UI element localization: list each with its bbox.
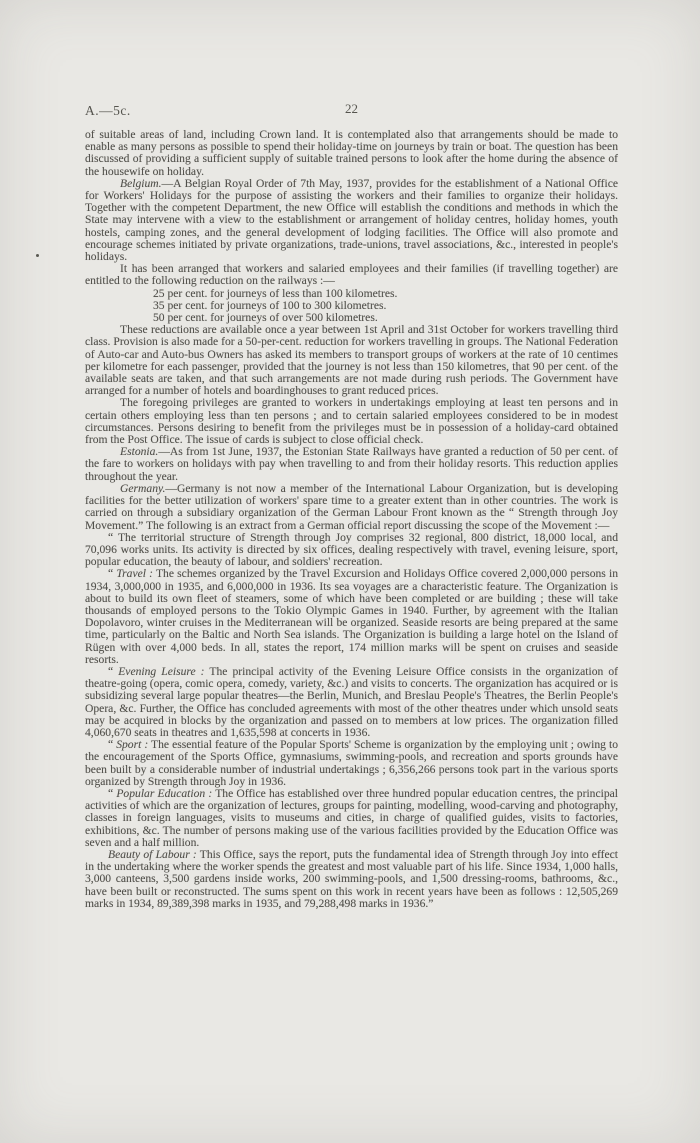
text-run: “ The territorial structure of Strength through Joy comprises 32 regional, 800 district, 18,000 local, and 70,096 works units. Its activity is directed by six offices, dealing respectively with travel, evening leisure, sport, popular education, the beauty of labour, and soldiers' recreation.: [85, 530, 618, 569]
report-code: A.—5c.: [85, 103, 131, 118]
list-item: 35 per cent. for journeys of 100 to 300 kilometres.: [153, 298, 387, 312]
text-run: —A Belgian Royal Order of 7th May, 1937, provides for the establishment of a National Office for Workers' Holidays for the purpose of assisting the workers and their families to organize their holidays. Together with the competent Department, the new Office will establish the conditions and methods in which the State may intervene with a view to the establishment or arrangement of holiday centres, holiday homes, youth hostels, camping zones, and the general development of lodging facilities. The Office will also promote and encourage schemes initiated by private organizations, trade-unions, travel associations, &c., interested in people's holidays.: [85, 176, 618, 264]
list-item: 50 per cent. for journeys of over 500 kilometres.: [153, 311, 378, 325]
paragraph: [85, 446, 618, 483]
italic-lead: Evening Leisure :: [118, 664, 205, 678]
text-run: —As from 1st June, 1937, the Estonian State Railways have granted a reduction of 50 per cent. of the fare to workers on holidays with pay when travelling to and from their holiday resorts. This reduction applies throughout the year.: [85, 445, 618, 483]
text-run: The Office has established over three hundred popular education centres, the principal activities of which are the organization of lectures, groups for painting, modelling, wood-carving and photography, classes in foreign languages, visits to museums and cities, in charge of qualified guides, visits to factories, exhibitions, &c. The number of persons making use of the various facilities provided by the Education Office was seven and a half million.: [85, 786, 618, 849]
quote-paragraph: [85, 568, 618, 666]
paragraph: [85, 483, 618, 532]
text-run: The schemes organized by the Travel Excursion and Holidays Office covered 2,000,000 persons in 1934, 3,000,000 in 1935, and 6,000,000 in 1936. Its sea voyages are a characteristic feature. The Organization is about to build its own fleet of steamers, some of which have been completed or are building ; these will take thousands of employed persons to the Tokio Olympic Games in 1940. Further, by agreement with the Italian Dopolavoro, winter cruises in the Mediterranean will be organized. Seaside resorts are being prepared at the same time, particularly on the Baltic and North Sea islands. The Organization is building a large hotel on the Island of Rügen with over 4,000 beds. In all, states the report, 174 million marks will be spent on cruises and seaside resorts.: [85, 567, 618, 666]
quote-paragraph: [85, 849, 618, 910]
text-run: “: [108, 567, 117, 581]
text-run: It has been arranged that workers and salaried employees and their families (if travelling together) are entitled to the following reduction on the railways :—: [85, 262, 618, 288]
text-run: of suitable areas of land, including Crown land. It is contemplated also that arrangements should be made to enable as many persons as possible to spend their holiday-time on journeys by train or boat. The question has been discussed of providing a sufficient supply of suitable trained persons to look after the home during the absence of the housewife on holiday.: [85, 128, 618, 178]
text-run: The principal activity of the Evening Leisure Office consists in the organization of theatre-going (opera, comic opera, comedy, variety, &c.) and visits to concerts. The organization has acquired or is subsidizing several large popular theatres—the Berlin, Munich, and Breslau People's Theatres, the Berlin People's Opera, &c. Further, the Office has concluded agreements with most of the other theatres under which unsold seats may be acquired in blocks by the organization and passed on to members at low prices. The organization filled 4,060,670 seats in theatres and 1,635,598 at concerts in 1936.: [85, 664, 619, 739]
reduction-list: [153, 288, 618, 325]
quote-paragraph: [85, 739, 618, 788]
paragraph: [85, 178, 618, 263]
report-body: [85, 129, 618, 910]
page-header: [85, 103, 618, 121]
text-run: —Germany is not now a member of the International Labour Organization, but is developing facilities for the better utilization of workers' spare time to a greater extent than in other countries. The work is carried on through a subsidiary organization of the German Labour Front known as the “ Strength through Joy Movement.” The following is an extract from a German official report discussing the scope of the Movement :—: [85, 481, 618, 532]
text-run: This Office, says the report, puts the fundamental idea of Strength through Joy into effect in the undertaking where the worker spends the greatest and most valuable part of his life. Since 1934, 1,000 halls, 3,000 canteens, 3,500 gardens inside works, 200 swimming-pools, and 1,500 dressing-rooms, bathrooms, &c., have been built or reconstructed. The sums spent on this work in recent years have been as follows : 12,505,269 marks in 1934, 89,389,398 marks in 1935, and 79,288,498 marks in 1936.”: [85, 847, 618, 910]
ink-speck: [36, 254, 39, 257]
italic-lead: Beauty of Labour :: [108, 847, 197, 861]
paragraph: [85, 397, 618, 446]
text-run: The essential feature of the Popular Sports' Scheme is organization by the employing unit ; owing to the encouragement of the Sports Office, gymnasiums, swimming-pools, and recreation and sports grounds have been built by a considerable number of industrial undertakings ; 6,356,266 persons took part in the various sports organized by Strength through Joy in 1936.: [85, 738, 619, 788]
page-number: 22: [345, 101, 358, 116]
italic-lead: Germany.: [120, 481, 166, 495]
quote-paragraph: [85, 532, 618, 569]
text-run: These reductions are available once a year between 1st April and 31st October for workers travelling third class. Provision is also made for a 50-per-cent. reduction for workers travelling in groups. The National Federation of Auto-car and Auto-bus Owners has asked its members to transport groups of workers at the rate of 10 centimes per kilometre for each passenger, provided that the journey is not less than 150 kilometres, that 90 per cent. of the available seats are taken, and that such arrangements are not made during rush periods. The Government have arranged for a number of hotels and boardinghouses to grant reduced prices.: [85, 323, 618, 398]
italic-lead: Belgium.: [120, 176, 162, 190]
text-run: “: [108, 786, 117, 800]
quote-paragraph: [85, 788, 618, 849]
italic-lead: Popular Education :: [116, 786, 213, 800]
text-run: The foregoing privileges are granted to workers in undertakings employing at least ten persons and in certain others employing less than ten persons ; and to certain salaried employees considered to be in modest circumstances. Persons desiring to benefit from the privileges must be in possession of a holiday-card obtained from the Post Office. The issue of cards is subject to close official check.: [85, 396, 618, 447]
text-run: “: [108, 738, 117, 752]
paragraph: [85, 263, 618, 287]
italic-lead: Estonia.: [120, 445, 159, 459]
text-run: “: [108, 664, 119, 678]
list-item: 25 per cent. for journeys of less than 100 kilometres.: [153, 286, 398, 300]
italic-lead: Travel :: [116, 567, 153, 581]
paragraph: [85, 129, 618, 178]
italic-lead: Sport :: [116, 738, 149, 752]
paragraph: [85, 324, 618, 397]
quote-paragraph: [85, 666, 618, 739]
